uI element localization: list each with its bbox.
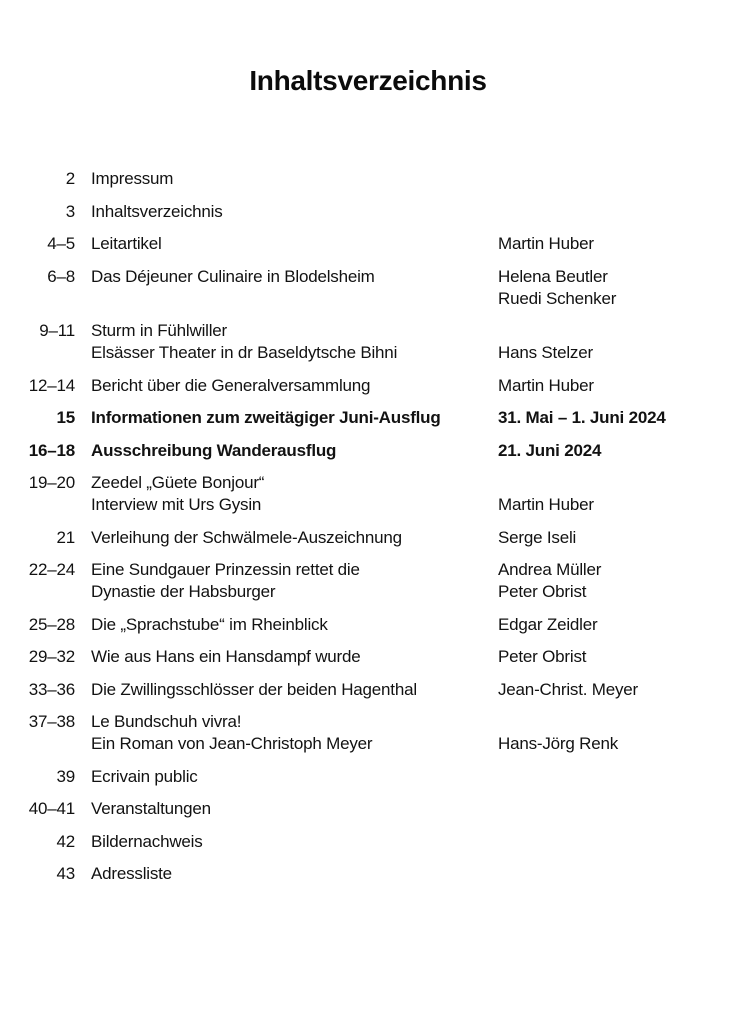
toc-entry-title: Leitartikel (91, 234, 162, 253)
toc-entry-title: Verleihung der Schwälmele-Auszeichnung (91, 527, 402, 547)
toc-entry-title: Eine Sundgauer Prinzessin rettet die (91, 560, 360, 579)
toc-entry-title: Bildernachweis (91, 831, 203, 851)
toc-entry (0, 711, 736, 755)
toc-entry-title: Das Déjeuner Culinaire in Blodelsheim (91, 266, 375, 286)
toc-entry (0, 831, 736, 853)
toc-entry (0, 559, 736, 603)
toc-entry-title: Die „Sprachstube“ im Rheinblick (91, 614, 328, 634)
toc-entry-line (0, 201, 736, 223)
toc-page-range: 25–28 (28, 614, 75, 634)
toc-entry-line (0, 646, 736, 668)
toc-entry-title: Le Bundschuh vivra! (91, 712, 242, 731)
toc-entry (0, 375, 736, 397)
toc-entry-line (0, 266, 736, 288)
toc-entry-line (0, 342, 736, 364)
toc-page-range: 22–24 (28, 560, 75, 579)
toc-page-range: 19–20 (28, 473, 75, 492)
toc-page-range: 16–18 (28, 440, 75, 460)
toc-page-range: 9–11 (39, 321, 75, 340)
toc-entry (0, 766, 736, 788)
toc-entry-author: Hans Stelzer (498, 343, 593, 362)
toc-entry (0, 266, 736, 310)
toc-entry-line (0, 527, 736, 549)
toc-entry-author: Ruedi Schenker (498, 288, 617, 308)
toc-entry-line (0, 440, 736, 462)
toc-page-range: 2 (65, 169, 75, 188)
toc-entry-line (0, 472, 736, 494)
page-title: Inhaltsverzeichnis (249, 65, 487, 96)
toc-entry-line (0, 766, 736, 788)
toc-page-range: 29–32 (28, 647, 75, 666)
toc-page-range: 37–38 (28, 712, 75, 731)
toc-entry-line (0, 233, 736, 255)
toc-page-range: 21 (56, 527, 75, 547)
toc-entry-title: Veranstaltungen (91, 799, 211, 818)
toc-page-range: 33–36 (28, 679, 75, 699)
toc-entry (0, 201, 736, 223)
toc-entry-line (0, 711, 736, 733)
toc-page-range: 42 (56, 831, 75, 851)
toc-entry-line (0, 168, 736, 190)
toc-page-range: 4–5 (47, 234, 75, 253)
toc-entry (0, 168, 736, 190)
toc-entry-author: Peter Obrist (498, 647, 587, 666)
toc-entry-title: Impressum (91, 169, 174, 188)
toc-entry-author: 21. Juni 2024 (498, 440, 602, 460)
toc-entry-author: Martin Huber (498, 234, 594, 253)
toc-entry-line (0, 614, 736, 636)
toc-entry-title: Ausschreibung Wanderausflug (91, 440, 337, 460)
toc-entry-title: Zeedel „Güete Bonjour“ (91, 473, 265, 492)
toc-page-range: 39 (56, 766, 75, 786)
toc-entry-author: Serge Iseli (498, 527, 577, 547)
toc-entry-line (0, 831, 736, 853)
toc-list (0, 168, 736, 885)
toc-entry-title: Adressliste (91, 864, 172, 883)
toc-entry (0, 233, 736, 255)
toc-entry-line (0, 679, 736, 701)
toc-entry-title: Informationen zum zweitägiger Juni-Ausflug (91, 408, 441, 427)
toc-entry (0, 863, 736, 885)
toc-entry-title: Elsässer Theater in dr Baseldytsche Bihni (91, 343, 398, 362)
toc-entry-line (0, 798, 736, 820)
toc-entry (0, 614, 736, 636)
toc-page-range: 15 (56, 408, 75, 427)
toc-page-range: 43 (56, 864, 75, 883)
toc-entry-line (0, 407, 736, 429)
toc-entry-title: Sturm in Fühlwiller (91, 321, 228, 340)
toc-entry (0, 527, 736, 549)
toc-entry-title: Wie aus Hans ein Hansdampf wurde (91, 647, 361, 666)
toc-entry-author: Martin Huber (498, 495, 594, 514)
toc-page-range: 12–14 (28, 375, 75, 395)
toc-page-range: 6–8 (47, 266, 75, 286)
toc-entry-title: Ein Roman von Jean-Christoph Meyer (91, 734, 373, 753)
toc-entry-title: Ecrivain public (91, 766, 198, 786)
toc-entry (0, 798, 736, 820)
toc-entry-line (0, 559, 736, 581)
toc-entry-title: Die Zwillingsschlösser der beiden Hagenthal (91, 679, 417, 699)
toc-entry-author: Jean-Christ. Meyer (498, 679, 638, 699)
toc-entry (0, 407, 736, 429)
toc-entry-line (0, 320, 736, 342)
toc-entry-author: Andrea Müller (498, 560, 602, 579)
toc-page-range: 40–41 (28, 799, 75, 818)
toc-entry-title: Bericht über die Generalversammlung (91, 375, 371, 395)
toc-entry-author: Peter Obrist (498, 582, 587, 601)
toc-entry-author: Helena Beutler (498, 266, 608, 286)
toc-entry (0, 440, 736, 462)
toc-entry-line (0, 288, 736, 310)
toc-entry-author: 31. Mai – 1. Juni 2024 (498, 408, 666, 427)
toc-entry (0, 320, 736, 364)
toc-entry-line (0, 863, 736, 885)
toc-entry-author: Martin Huber (498, 375, 594, 395)
toc-entry (0, 679, 736, 701)
toc-entry (0, 646, 736, 668)
toc-entry-author: Edgar Zeidler (498, 614, 598, 634)
toc-entry-line (0, 581, 736, 603)
toc-entry-line (0, 733, 736, 755)
toc-entry-line (0, 375, 736, 397)
toc-entry-line (0, 494, 736, 516)
toc-entry (0, 472, 736, 516)
toc-entry-author: Hans-Jörg Renk (498, 734, 619, 753)
toc-entry-title: Interview mit Urs Gysin (91, 495, 262, 514)
toc-entry-title: Inhaltsverzeichnis (91, 201, 223, 221)
toc-entry-title: Dynastie der Habsburger (91, 582, 276, 601)
toc-page-range: 3 (65, 201, 75, 221)
